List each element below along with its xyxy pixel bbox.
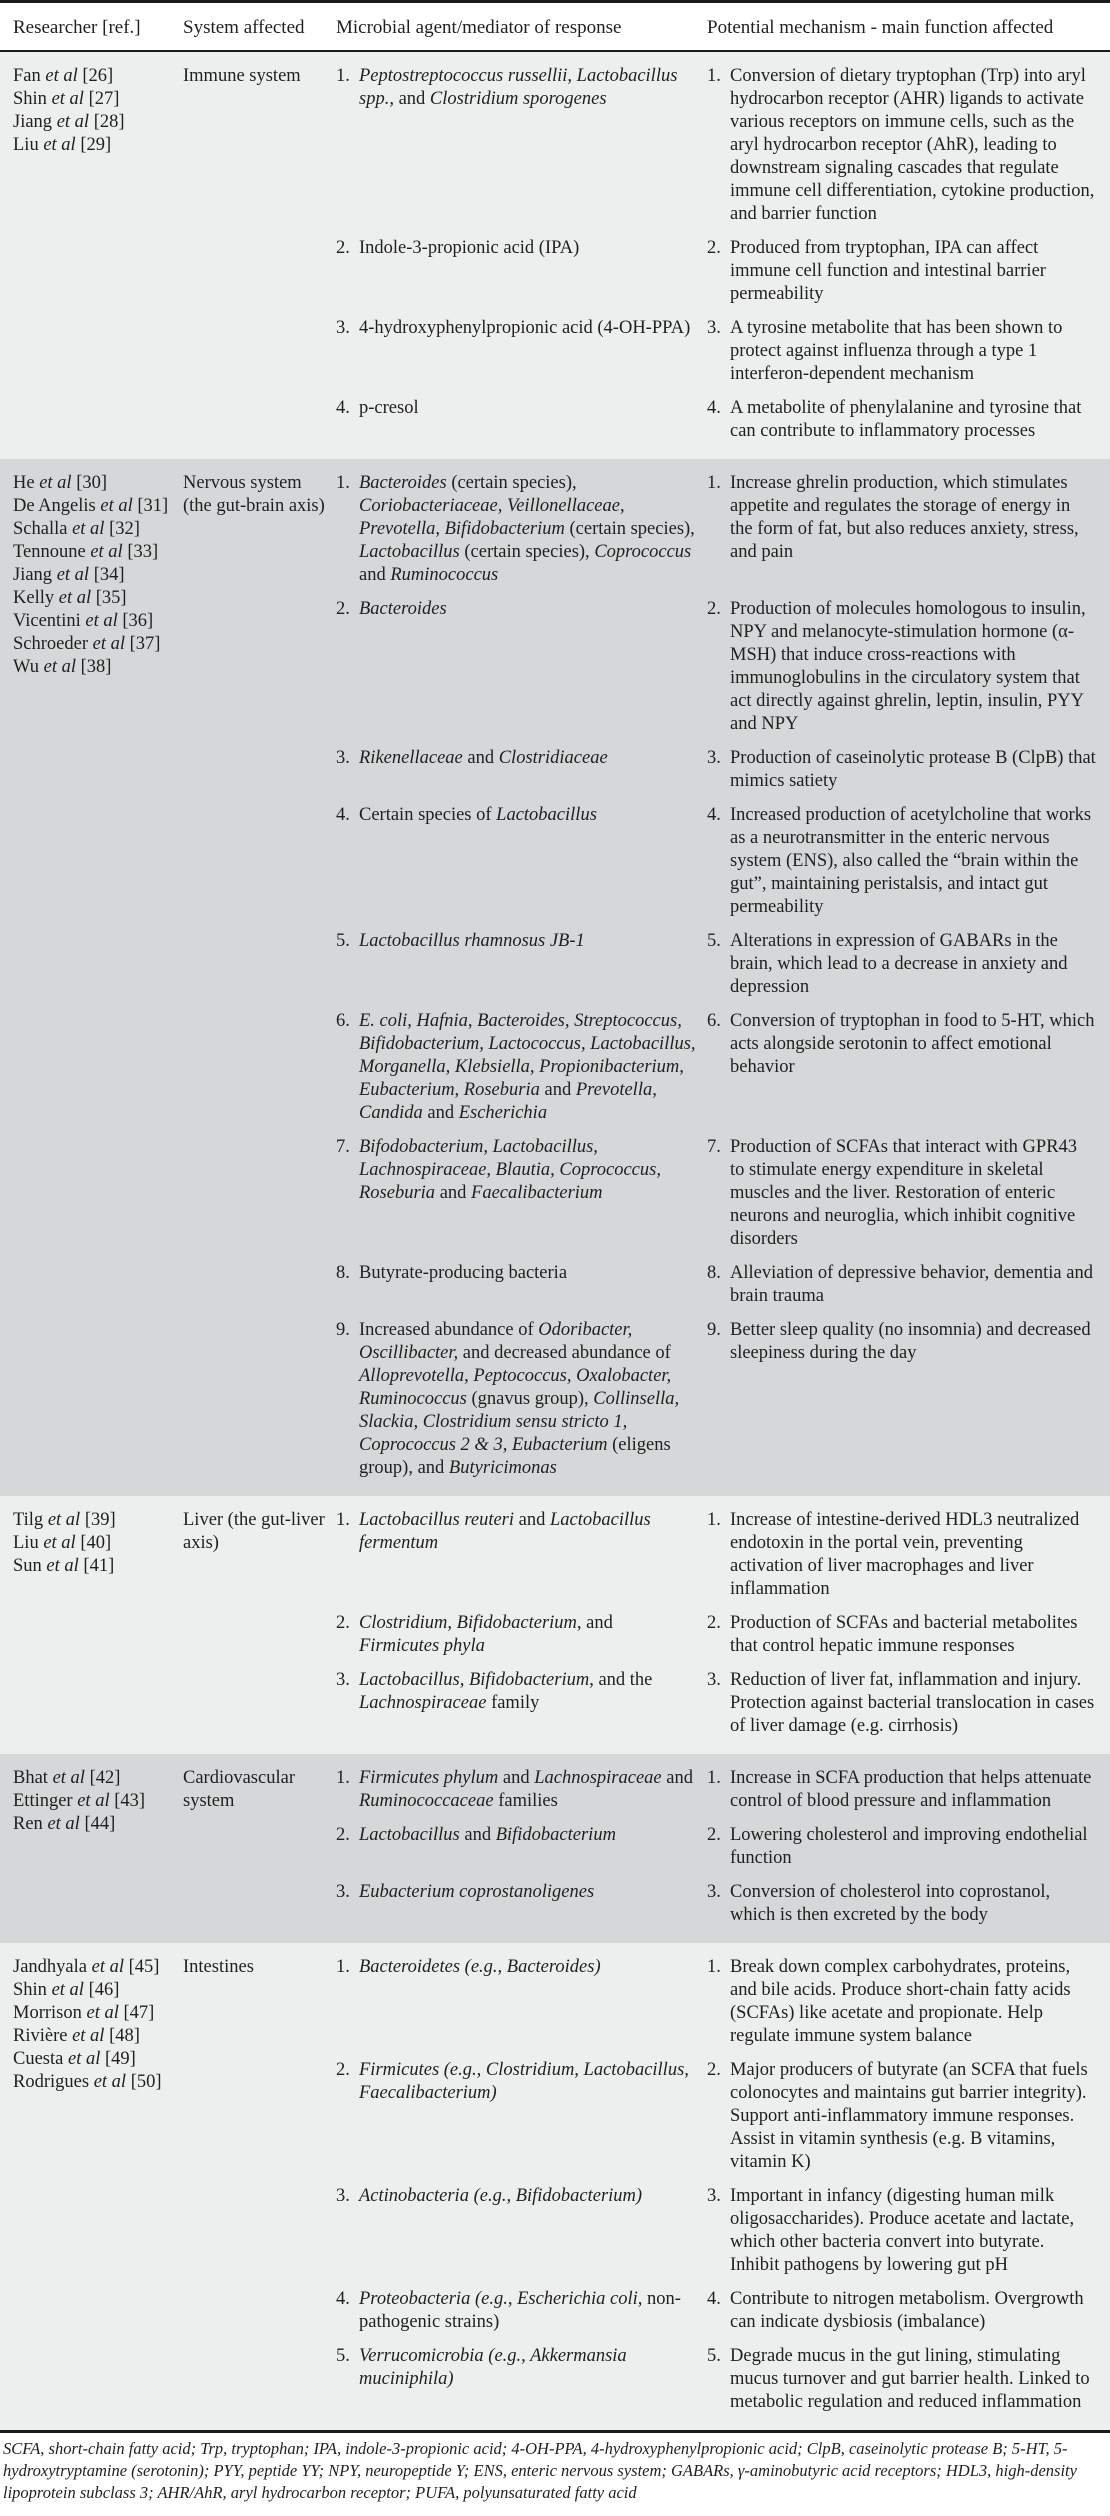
microbial-agent-cell xyxy=(336,1262,707,1319)
mechanism-cell xyxy=(707,1943,1110,2059)
mechanism-text: Conversion of cholesterol into coprostanol, which is then excreted by the body xyxy=(730,1882,1051,1925)
researcher-cell xyxy=(0,459,183,1496)
researcher-cell xyxy=(0,51,183,459)
microbial-agent-cell xyxy=(336,51,707,237)
researcher-ref: Wu et al [38] xyxy=(13,657,112,677)
agent-text: Indole-3-propionic acid (IPA) xyxy=(359,238,580,258)
mechanism-text: Conversion of dietary tryptophan (Trp) into aryl hydrocarbon receptor (AHR) ligands to activate various receptors on immune cells, such as the aryl hydrocarbon receptor (AhR), leading to downstream signaling cascades that regulate immune cell differentiation, cytokine production, and barrier function xyxy=(730,66,1095,224)
agent-text: Actinobacteria (e.g., Bifidobacterium) xyxy=(359,2186,643,2206)
item-number: 7. xyxy=(336,1137,350,1157)
researcher-ref: Liu et al [40] xyxy=(13,1533,112,1553)
agent-item xyxy=(336,598,697,621)
agent-item xyxy=(336,1824,697,1847)
agent-text: Eubacterium coprostanoligenes xyxy=(359,1882,595,1902)
system-affected-cell: Immune system xyxy=(183,51,336,459)
agent-item xyxy=(336,1881,697,1904)
mechanism-item xyxy=(707,1669,1096,1738)
researcher-ref: Morrison et al [47] xyxy=(13,2003,155,2023)
item-number: 3. xyxy=(707,1882,721,1902)
item-number: 6. xyxy=(707,1011,721,1031)
item-number: 8. xyxy=(707,1263,721,1283)
system-affected-cell: Cardiovascular system xyxy=(183,1754,336,1943)
mechanism-item xyxy=(707,1881,1096,1927)
system-affected-cell: Liver (the gut-liver axis) xyxy=(183,1496,336,1754)
mechanism-cell xyxy=(707,930,1110,1010)
microbial-agent-cell xyxy=(336,747,707,804)
system-affected-cell: Intestines xyxy=(183,1943,336,2430)
item-number: 4. xyxy=(707,805,721,825)
microbial-agent-cell xyxy=(336,1824,707,1881)
researcher-ref: De Angelis et al [31] xyxy=(13,496,169,516)
mechanism-item xyxy=(707,2288,1096,2334)
researcher-ref: He et al [30] xyxy=(13,473,108,493)
mechanism-text: Break down complex carbohydrates, proteins, and bile acids. Produce short-chain fatty acids (SCFAs) like acetate and propionate. Help regulate immune system balance xyxy=(730,1957,1071,2046)
item-number: 1. xyxy=(336,66,350,86)
microbial-agent-cell xyxy=(336,1881,707,1943)
mechanism-cell xyxy=(707,317,1110,397)
agent-item xyxy=(336,472,697,587)
researcher-ref: Tennoune et al [33] xyxy=(13,542,159,562)
agent-text: Bacteroides xyxy=(359,599,447,619)
mechanism-item xyxy=(707,804,1096,919)
mechanism-text: Major producers of butyrate (an SCFA that fuels colonocytes and maintains gut barrier integrity). Support anti-inflammatory immune responses. Assist in vitamin synthesis (e.g. B vitamins, vitamin K) xyxy=(730,2060,1088,2172)
agent-item xyxy=(336,237,697,260)
item-number: 4. xyxy=(336,805,350,825)
mechanism-text: Better sleep quality (no insomnia) and decreased sleepiness during the day xyxy=(730,1320,1091,1363)
mechanism-text: A tyrosine metabolite that has been shown to protect against influenza through a type 1 interferon-dependent mechanism xyxy=(730,318,1063,384)
mechanism-item xyxy=(707,1956,1096,2048)
mechanism-cell xyxy=(707,1010,1110,1136)
mechanism-cell xyxy=(707,1136,1110,1262)
mechanism-text: Production of caseinolytic protease B (ClpB) that mimics satiety xyxy=(730,748,1096,791)
researcher-ref: Rodrigues et al [50] xyxy=(13,2072,162,2092)
item-number: 2. xyxy=(336,1825,350,1845)
mechanism-item xyxy=(707,1767,1096,1813)
agent-text: Lactobacillus rhamnosus JB-1 xyxy=(359,931,585,951)
agent-item xyxy=(336,1319,697,1480)
agent-item xyxy=(336,1956,697,1979)
microbial-agent-cell xyxy=(336,1496,707,1612)
mechanism-cell xyxy=(707,2185,1110,2288)
mechanism-item xyxy=(707,472,1096,564)
agent-item xyxy=(336,2345,697,2391)
researcher-ref: Schroeder et al [37] xyxy=(13,634,161,654)
agent-text: Lactobacillus reuteri and Lactobacillus fermentum xyxy=(359,1510,651,1553)
microbial-agent-cell xyxy=(336,1319,707,1496)
agent-item xyxy=(336,1612,697,1658)
mechanism-text: Degrade mucus in the gut lining, stimulating mucus turnover and gut barrier health. Linked to metabolic regulation and reduced inflammation xyxy=(730,2346,1090,2412)
agent-item xyxy=(336,2059,697,2105)
mechanism-cell xyxy=(707,237,1110,317)
mechanism-text: Increase ghrelin production, which stimulates appetite and regulates the storage of energy in the form of fat, but also reduces anxiety, stress, and pain xyxy=(730,473,1079,562)
item-number: 4. xyxy=(707,2289,721,2309)
agent-item xyxy=(336,1767,697,1813)
microbial-agent-cell xyxy=(336,1136,707,1262)
agent-item xyxy=(336,2288,697,2334)
mechanism-text: Important in infancy (digesting human milk oligosaccharides). Produce acetate and lactate, which other bacteria convert into butyrate. Inhibit pathogens by lowering gut pH xyxy=(730,2186,1075,2275)
item-number: 3. xyxy=(336,1882,350,1902)
microbial-agent-cell xyxy=(336,1010,707,1136)
microbial-agent-cell xyxy=(336,2059,707,2185)
agent-item xyxy=(336,1010,697,1125)
researcher-ref: Shin et al [46] xyxy=(13,1980,120,2000)
researcher-ref: Liu et al [29] xyxy=(13,135,112,155)
mechanism-cell xyxy=(707,397,1110,459)
mechanism-item xyxy=(707,747,1096,793)
mechanism-cell xyxy=(707,2059,1110,2185)
microbial-agent-cell xyxy=(336,2345,707,2430)
researcher-ref: Tilg et al [39] xyxy=(13,1510,116,1530)
microbial-agent-cell xyxy=(336,930,707,1010)
mechanism-item xyxy=(707,2345,1096,2414)
mechanism-text: Alterations in expression of GABARs in the brain, which lead to a decrease in anxiety and depression xyxy=(730,931,1068,997)
agent-item xyxy=(336,804,697,827)
researcher-ref: Fan et al [26] xyxy=(13,66,114,86)
agent-text: Rikenellaceae and Clostridiaceae xyxy=(359,748,608,768)
agent-text: 4-hydroxyphenylpropionic acid (4-OH-PPA) xyxy=(359,318,691,338)
agent-text: Bacteroides (certain species), Coriobacteriaceae, Veillonellaceae, Prevotella, Bifidobacterium (certain species), Lactobacillus (certain species), Coprococcus and Ruminococcus xyxy=(359,473,695,585)
agent-text: Proteobacteria (e.g., Escherichia coli, non-pathogenic strains) xyxy=(359,2289,681,2332)
researcher-ref: Jandhyala et al [45] xyxy=(13,1957,160,1977)
mechanism-item xyxy=(707,1824,1096,1870)
mechanism-cell xyxy=(707,804,1110,930)
mechanism-item xyxy=(707,1509,1096,1601)
microbial-agent-cell xyxy=(336,459,707,598)
system-affected-cell: Nervous system (the gut-brain axis) xyxy=(183,459,336,1496)
mechanism-text: Produced from tryptophan, IPA can affect immune cell function and intestinal barrier permeability xyxy=(730,238,1046,304)
col-header-researcher: Researcher [ref.] xyxy=(0,3,183,51)
mechanism-cell xyxy=(707,1319,1110,1496)
agent-text: Bifodobacterium, Lactobacillus, Lachnospiraceae, Blautia, Coprococcus, Roseburia and Faecalibacterium xyxy=(359,1137,661,1203)
agent-text: Verrucomicrobia (e.g., Akkermansia muciniphila) xyxy=(359,2346,627,2389)
agent-text: Firmicutes (e.g., Clostridium, Lactobacillus, Faecalibacterium) xyxy=(359,2060,689,2103)
item-number: 1. xyxy=(707,473,721,493)
mechanism-item xyxy=(707,2185,1096,2277)
agent-item xyxy=(336,747,697,770)
item-number: 5. xyxy=(707,931,721,951)
mechanism-text: Contribute to nitrogen metabolism. Overgrowth can indicate dysbiosis (imbalance) xyxy=(730,2289,1084,2332)
agent-text: Clostridium, Bifidobacterium, and Firmicutes phyla xyxy=(359,1613,613,1656)
item-number: 3. xyxy=(336,318,350,338)
mechanism-text: Production of molecules homologous to insulin, NPY and melanocyte-stimulation hormone (α-MSH) that induce cross-reactions with immunoglobulins in the circulatory system that act directly against ghrelin, leptin, insulin, PYY and NPY xyxy=(730,599,1086,734)
agent-item xyxy=(336,1136,697,1205)
agent-text: Peptostreptococcus russellii, Lactobacillus spp., and Clostridium sporogenes xyxy=(359,66,678,109)
item-number: 1. xyxy=(707,1768,721,1788)
item-number: 9. xyxy=(336,1320,350,1340)
mechanism-text: Reduction of liver fat, inflammation and injury. Protection against bacterial translocation in cases of liver damage (e.g. cirrhosis) xyxy=(730,1670,1095,1736)
mechanism-text: Alleviation of depressive behavior, dementia and brain trauma xyxy=(730,1263,1093,1306)
item-number: 3. xyxy=(336,748,350,768)
microbial-agent-cell xyxy=(336,598,707,747)
item-number: 3. xyxy=(707,1670,721,1690)
mechanism-text: Increase of intestine-derived HDL3 neutralized endotoxin in the portal vein, preventing activation of liver macrophages and liver inflammation xyxy=(730,1510,1080,1599)
item-number: 2. xyxy=(707,2060,721,2080)
table-row xyxy=(0,1943,1110,2059)
item-number: 1. xyxy=(707,1510,721,1530)
item-number: 3. xyxy=(336,1670,350,1690)
col-header-mechanism: Potential mechanism - main function affected xyxy=(707,3,1110,51)
mechanism-item xyxy=(707,1319,1096,1365)
item-number: 3. xyxy=(707,748,721,768)
abbreviations-footnote: SCFA, short-chain fatty acid; Trp, tryptophan; IPA, indole-3-propionic acid; 4-OH-PPA, 4-hydroxyphenylpropionic acid; ClpB, caseinolytic protease B; 5-HT, 5-hydroxytryptamine (serotonin); PYY, peptide YY; NPY, neuropeptide Y; ENS, enteric nervous system; GABARs, γ-aminobutyric acid receptors; HDL3, high-density lipoprotein subclass 3; AHR/AhR, aryl hydrocarbon receptor; PUFA, polyunsaturated fatty acid xyxy=(0,2430,1110,2516)
agent-text: Lactobacillus, Bifidobacterium, and the Lachnospiraceae family xyxy=(359,1670,653,1713)
item-number: 2. xyxy=(336,1613,350,1633)
microbial-agent-cell xyxy=(336,397,707,459)
mechanism-text: Conversion of tryptophan in food to 5-HT, which acts alongside serotonin to affect emotional behavior xyxy=(730,1011,1095,1077)
item-number: 8. xyxy=(336,1263,350,1283)
item-number: 3. xyxy=(336,2186,350,2206)
mechanism-cell xyxy=(707,1612,1110,1669)
mechanism-item xyxy=(707,237,1096,306)
item-number: 5. xyxy=(707,2346,721,2366)
microbial-agent-cell xyxy=(336,804,707,930)
agent-item xyxy=(336,930,697,953)
researcher-ref: Schalla et al [32] xyxy=(13,519,140,539)
item-number: 2. xyxy=(336,599,350,619)
mechanism-text: Increase in SCFA production that helps attenuate control of blood pressure and inflammation xyxy=(730,1768,1092,1811)
microbial-agent-cell xyxy=(336,1754,707,1824)
item-number: 4. xyxy=(336,2289,350,2309)
mechanism-item xyxy=(707,1136,1096,1251)
mechanism-cell xyxy=(707,2288,1110,2345)
item-number: 2. xyxy=(707,1825,721,1845)
item-number: 1. xyxy=(336,473,350,493)
item-number: 1. xyxy=(707,1957,721,1977)
item-number: 1. xyxy=(336,1768,350,1788)
agent-text: Bacteroidetes (e.g., Bacteroides) xyxy=(359,1957,601,1977)
researcher-ref: Rivière et al [48] xyxy=(13,2026,140,2046)
item-number: 1. xyxy=(336,1510,350,1530)
researcher-cell xyxy=(0,1496,183,1754)
microbial-agent-cell xyxy=(336,317,707,397)
mechanism-text: Increased production of acetylcholine that works as a neurotransmitter in the enteric nervous system (ENS), also called the “brain within the gut”, maintaining peristalsis, and intact gut permeability xyxy=(730,805,1092,917)
microbiome-systems-table xyxy=(0,3,1110,2430)
mechanism-text: Production of SCFAs that interact with GPR43 to stimulate energy expenditure in skeletal muscles and the liver. Restoration of enteric neurons and neuroglia, which inhibit cognitive disorders xyxy=(730,1137,1078,1249)
mechanism-cell xyxy=(707,1496,1110,1612)
agent-text: E. coli, Hafnia, Bacteroides, Streptococcus, Bifidobacterium, Lactococcus, Lactobacillus, Morganella, Klebsiella, Propionibacterium, Eubacterium, Roseburia and Prevotella, Candida and Escherichia xyxy=(359,1011,696,1123)
mechanism-item xyxy=(707,1010,1096,1079)
item-number: 5. xyxy=(336,2346,350,2366)
agent-text: Increased abundance of Odoribacter, Oscillibacter, and decreased abundance of Alloprevotella, Peptococcus, Oxalobacter, Ruminococcus (gnavus group), Collinsella, Slackia, Clostridium sensu stricto 1, Coprococcus 2 & 3, Eubacterium (eligens group), and Butyricimonas xyxy=(359,1320,680,1478)
agent-text: Lactobacillus and Bifidobacterium xyxy=(359,1825,616,1845)
item-number: 9. xyxy=(707,1320,721,1340)
mechanism-text: Production of SCFAs and bacterial metabolites that control hepatic immune responses xyxy=(730,1613,1078,1656)
researcher-ref: Jiang et al [34] xyxy=(13,565,125,585)
mechanism-item xyxy=(707,1612,1096,1658)
researcher-cell xyxy=(0,1754,183,1943)
item-number: 4. xyxy=(336,398,350,418)
microbial-agent-cell xyxy=(336,237,707,317)
agent-text: Firmicutes phylum and Lachnospiraceae and Ruminococcaceae families xyxy=(359,1768,693,1811)
item-number: 6. xyxy=(336,1011,350,1031)
researcher-ref: Sun et al [41] xyxy=(13,1556,115,1576)
researcher-ref: Ettinger et al [43] xyxy=(13,1791,146,1811)
col-header-agent: Microbial agent/mediator of response xyxy=(336,3,707,51)
agent-text: Butyrate-producing bacteria xyxy=(359,1263,568,1283)
researcher-cell xyxy=(0,1943,183,2430)
mechanism-cell xyxy=(707,598,1110,747)
researcher-ref: Bhat et al [42] xyxy=(13,1768,121,1788)
agent-item xyxy=(336,1669,697,1715)
mechanism-item xyxy=(707,65,1096,226)
mechanism-text: A metabolite of phenylalanine and tyrosine that can contribute to inflammatory processes xyxy=(730,398,1082,441)
item-number: 3. xyxy=(707,318,721,338)
mechanism-cell xyxy=(707,1262,1110,1319)
item-number: 3. xyxy=(707,2186,721,2206)
mechanism-cell xyxy=(707,1824,1110,1881)
researcher-ref: Jiang et al [28] xyxy=(13,112,125,132)
mechanism-item xyxy=(707,2059,1096,2174)
mechanism-cell xyxy=(707,51,1110,237)
researcher-ref: Shin et al [27] xyxy=(13,89,120,109)
researcher-ref: Kelly et al [35] xyxy=(13,588,127,608)
microbial-agent-cell xyxy=(336,2185,707,2288)
mechanism-item xyxy=(707,598,1096,736)
researcher-ref: Cuesta et al [49] xyxy=(13,2049,136,2069)
mechanism-item xyxy=(707,930,1096,999)
mechanism-item xyxy=(707,397,1096,443)
agent-item xyxy=(336,397,697,420)
microbial-agent-cell xyxy=(336,2288,707,2345)
agent-item xyxy=(336,317,697,340)
mechanism-cell xyxy=(707,1669,1110,1754)
item-number: 2. xyxy=(336,238,350,258)
table-row xyxy=(0,459,1110,598)
table-body xyxy=(0,51,1110,2430)
col-header-system: System affected xyxy=(183,3,336,51)
agent-item xyxy=(336,65,697,111)
mechanism-item xyxy=(707,1262,1096,1308)
item-number: 4. xyxy=(707,398,721,418)
item-number: 1. xyxy=(336,1957,350,1977)
table-row xyxy=(0,51,1110,237)
agent-item xyxy=(336,1509,697,1555)
agent-text: p-cresol xyxy=(359,398,419,418)
item-number: 1. xyxy=(707,66,721,86)
item-number: 2. xyxy=(336,2060,350,2080)
item-number: 5. xyxy=(336,931,350,951)
table-row xyxy=(0,1496,1110,1612)
mechanism-cell xyxy=(707,2345,1110,2430)
item-number: 2. xyxy=(707,238,721,258)
agent-text: Certain species of Lactobacillus xyxy=(359,805,597,825)
microbial-agent-cell xyxy=(336,1669,707,1754)
mechanism-text: Lowering cholesterol and improving endothelial function xyxy=(730,1825,1088,1868)
header-row xyxy=(0,3,1110,51)
agent-item xyxy=(336,1262,697,1285)
researcher-ref: Vicentini et al [36] xyxy=(13,611,154,631)
mechanism-cell xyxy=(707,1881,1110,1943)
microbial-agent-cell xyxy=(336,1943,707,2059)
researcher-ref: Ren et al [44] xyxy=(13,1814,116,1834)
item-number: 7. xyxy=(707,1137,721,1157)
agent-item xyxy=(336,2185,697,2208)
table-row xyxy=(0,1754,1110,1824)
microbial-agent-cell xyxy=(336,1612,707,1669)
mechanism-cell xyxy=(707,1754,1110,1824)
mechanism-cell xyxy=(707,747,1110,804)
mechanism-item xyxy=(707,317,1096,386)
item-number: 2. xyxy=(707,599,721,619)
item-number: 2. xyxy=(707,1613,721,1633)
mechanism-cell xyxy=(707,459,1110,598)
